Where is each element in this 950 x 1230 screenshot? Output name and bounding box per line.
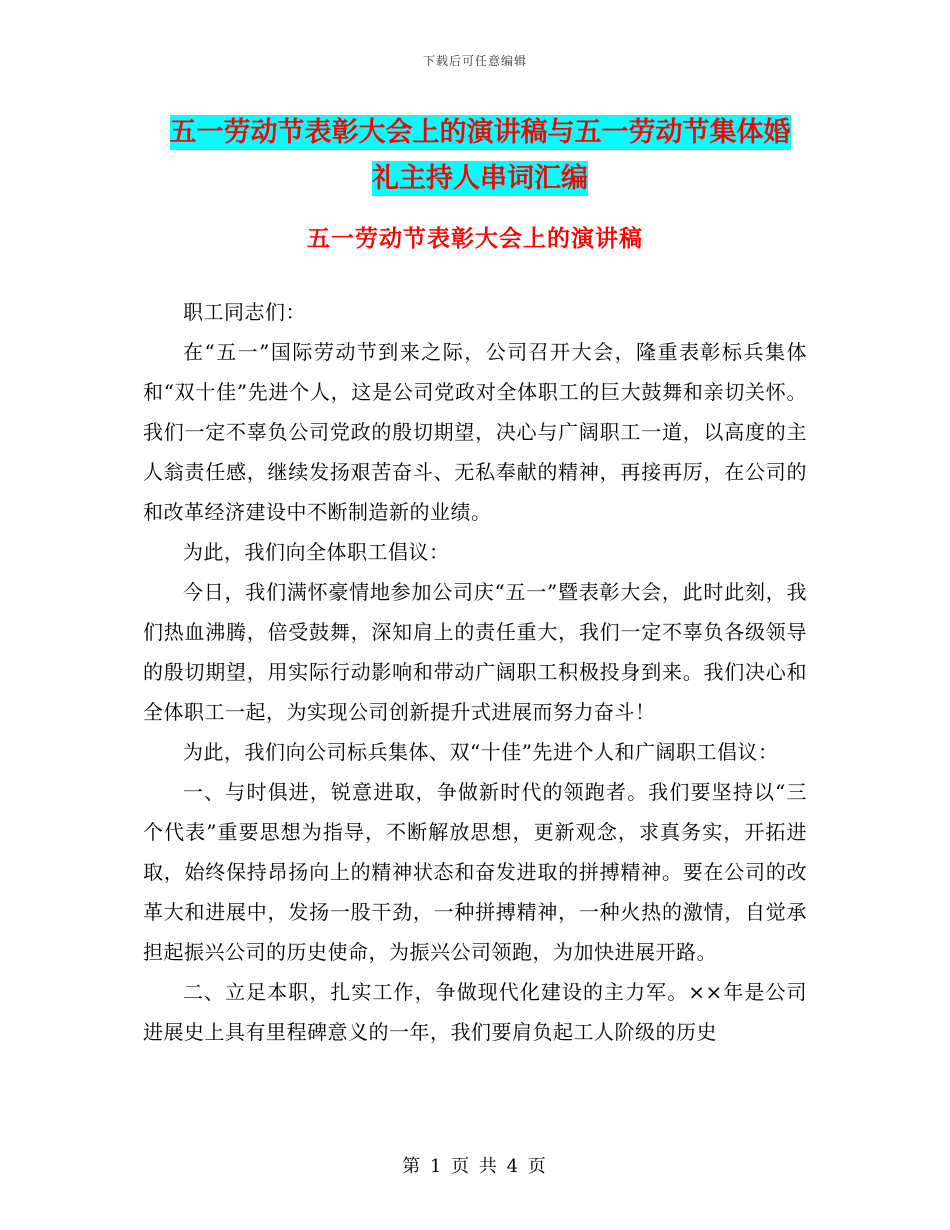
paragraph: 今日，我们满怀豪情地参加公司庆“五一”暨表彰大会，此时此刻，我们热血沸腾，倍受鼓舞，深知肩上的责任重大，我们一定不辜负各级领导的殷切期望，用实际行动影响和带动广阔职工积极投身到来。我们决心和全体职工一起，为实现公司创新提升式进展而努力奋斗！ bbox=[143, 580, 807, 724]
paragraph: 一、与时俱进，锐意进取，争做新时代的领跑者。我们要坚持以“三个代表”重要思想为指导，不断解放思想，更新观念，求真务实，开拓进取，始终保持昂扬向上的精神状态和奋发进取的拼搏精神。要在公司的改革大和进展中，发扬一股干劲，一种拼搏精神，一种火热的激情，自觉承担起振兴公司的历史使命，为振兴公司领跑，为加快进展开路。 bbox=[143, 780, 807, 964]
paragraph: 二、立足本职，扎实工作，争做现代化建设的主力军。××年是公司进展史上具有里程碑意义的一年，我们要肩负起工人阶级的历史 bbox=[143, 980, 807, 1044]
paragraph: 为此，我们向公司标兵集体、双“十佳”先进个人和广阔职工倡议： bbox=[183, 740, 779, 764]
paragraph-salutation: 职工同志们： bbox=[183, 300, 306, 324]
document-title-line-1: 五一劳动节表彰大会上的演讲稿与五一劳动节集体婚 bbox=[169, 117, 791, 148]
paragraph: 在“五一”国际劳动节到来之际，公司召开大会，隆重表彰标兵集体和“双十佳”先进个人，这是公司党政对全体职工的巨大鼓舞和亲切关怀。我们一定不辜负公司党政的殷切期望，决心与广阔职工一道，以高度的主人翁责任感，继续发扬艰苦奋斗、无私奉献的精神，再接再厉，在公司的和改革经济建设中不断制造新的业绩。 bbox=[143, 340, 807, 524]
document-title-line-2: 礼主持人串词汇编 bbox=[372, 163, 588, 194]
page-header-note: 下载后可任意编辑 bbox=[422, 54, 527, 68]
body-text bbox=[143, 292, 807, 1052]
section-heading: 五一劳动节表彰大会上的演讲稿 bbox=[307, 226, 643, 252]
page-footer-number: 第 1 页 共 4 页 bbox=[402, 1156, 548, 1177]
document-title bbox=[150, 110, 810, 202]
paragraph: 为此，我们向全体职工倡议： bbox=[183, 540, 450, 564]
